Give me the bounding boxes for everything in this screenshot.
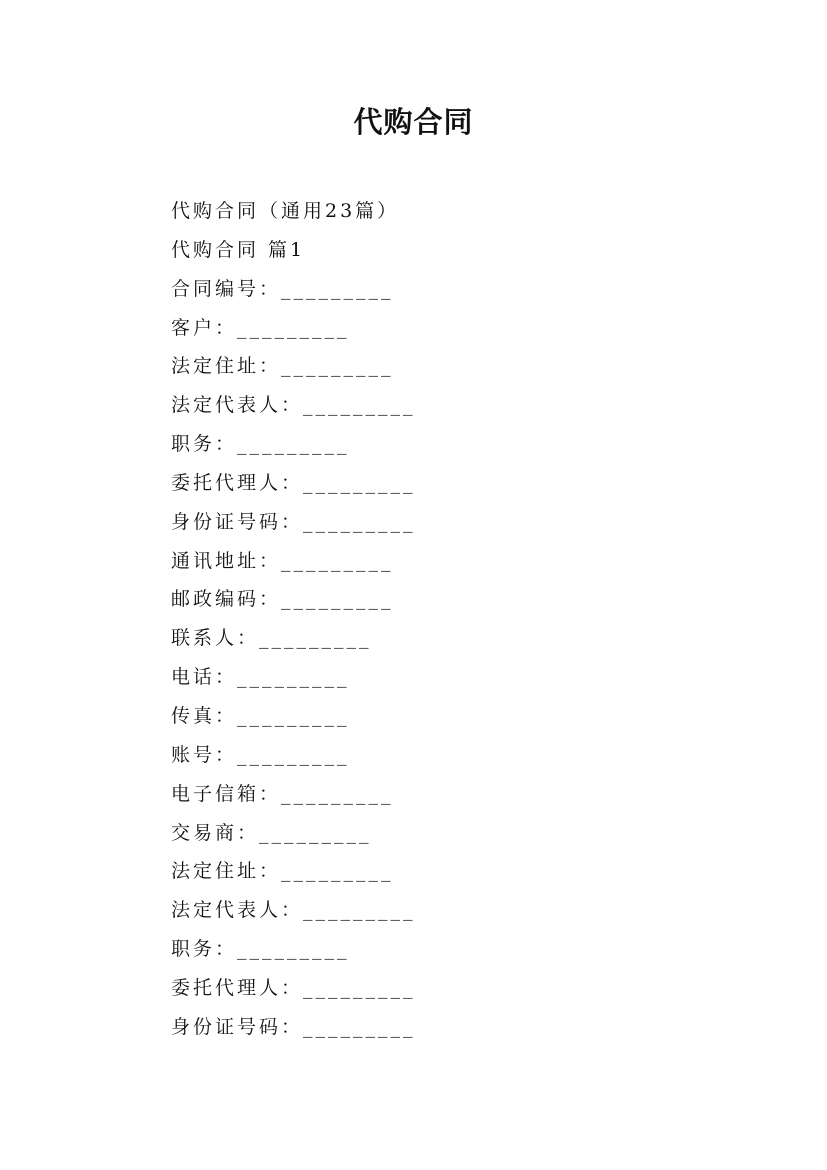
field-trader [171, 814, 691, 853]
field-label: 账号： [171, 743, 238, 766]
field-label: 委托代理人： [171, 976, 304, 999]
field-trader-position [171, 930, 691, 969]
field-label: 传真： [171, 704, 238, 727]
field-blank: _________ [281, 588, 394, 611]
section-heading: 代购合同 篇1 [171, 238, 306, 261]
field-label: 交易商： [171, 821, 260, 844]
field-label: 通讯地址： [171, 549, 282, 572]
field-label: 职务： [171, 433, 238, 456]
field-blank: _________ [259, 821, 372, 844]
field-label: 职务： [171, 938, 238, 961]
field-trader-legal-representative [171, 891, 691, 930]
field-blank: _________ [303, 1015, 416, 1038]
field-label: 法定代表人： [171, 899, 304, 922]
field-fax [171, 697, 691, 736]
field-trader-authorized-agent [171, 969, 691, 1008]
field-blank: _________ [303, 976, 416, 999]
field-blank: _________ [237, 666, 350, 689]
field-blank: _________ [281, 277, 394, 300]
field-blank: _________ [237, 704, 350, 727]
field-id-number [171, 503, 691, 542]
document-heading: 代购合同（通用23篇） [171, 200, 400, 222]
field-label: 电子信箱： [171, 782, 282, 805]
field-label: 电话： [171, 666, 238, 689]
field-blank: _________ [303, 899, 416, 922]
field-trader-legal-address [171, 852, 691, 891]
field-account-number [171, 736, 691, 775]
field-label: 邮政编码： [171, 588, 282, 611]
field-blank: _________ [303, 471, 416, 494]
field-label: 客户： [171, 316, 238, 339]
field-blank: _________ [281, 860, 394, 883]
field-label: 法定住址： [171, 355, 282, 378]
field-blank: _________ [259, 627, 372, 650]
field-position [171, 425, 691, 464]
field-blank: _________ [237, 938, 350, 961]
field-legal-address [171, 347, 691, 386]
field-blank: _________ [303, 510, 416, 533]
field-blank: _________ [237, 433, 350, 456]
document-body [171, 192, 691, 1047]
field-blank: _________ [237, 316, 350, 339]
field-label: 委托代理人： [171, 471, 304, 494]
field-postal-code [171, 580, 691, 619]
field-blank: _________ [237, 743, 350, 766]
field-label: 法定住址： [171, 860, 282, 883]
field-client [171, 309, 691, 348]
field-label: 法定代表人： [171, 394, 304, 417]
field-blank: _________ [303, 394, 416, 417]
field-label: 合同编号： [171, 277, 282, 300]
document-title: 代购合同 [353, 105, 474, 139]
field-label: 联系人： [171, 627, 260, 650]
field-label: 身份证号码： [171, 1015, 304, 1038]
field-phone [171, 658, 691, 697]
field-authorized-agent [171, 464, 691, 503]
field-blank: _________ [281, 782, 394, 805]
field-mailing-address [171, 542, 691, 581]
field-label: 身份证号码： [171, 510, 304, 533]
field-legal-representative [171, 386, 691, 425]
field-email [171, 775, 691, 814]
field-contract-number [171, 270, 691, 309]
field-blank: _________ [281, 549, 394, 572]
field-contact-person [171, 619, 691, 658]
field-blank: _________ [281, 355, 394, 378]
field-trader-id-number [171, 1008, 691, 1047]
